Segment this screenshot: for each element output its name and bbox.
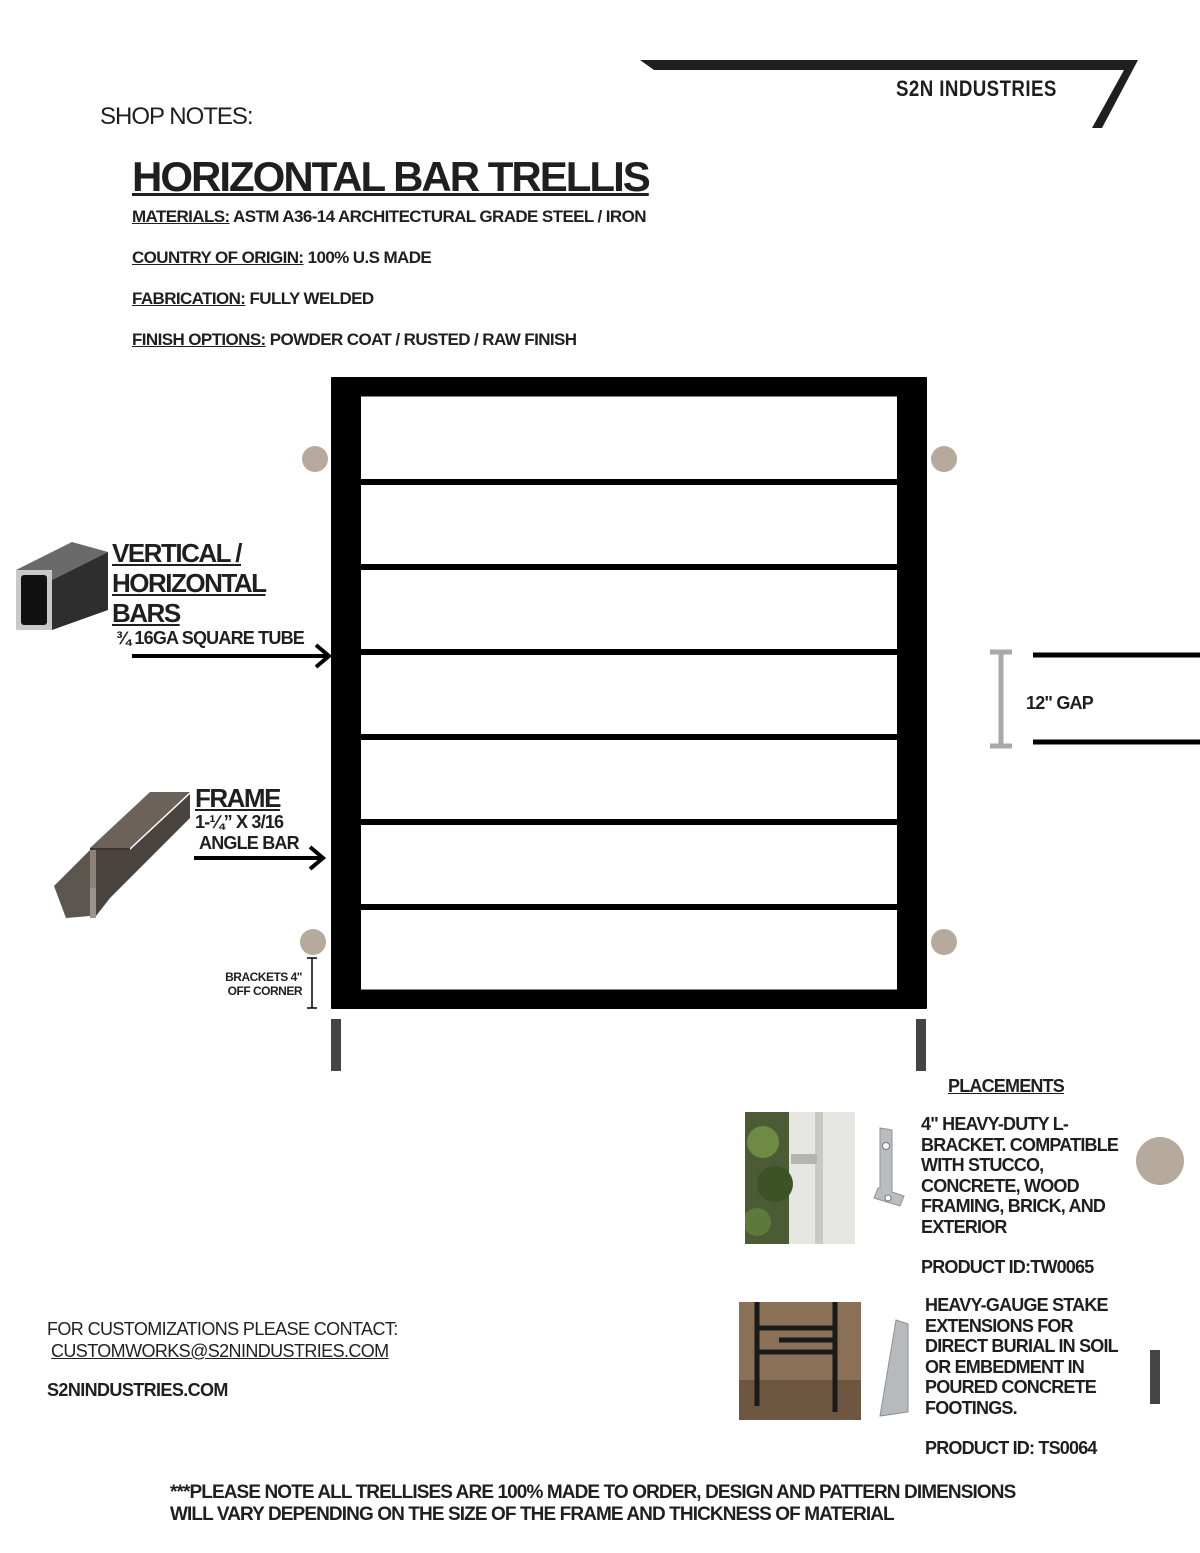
bracket-desc-line: CONCRETE, WOOD [921,1175,1079,1196]
spec-materials [132,207,646,227]
l-bracket-product-icon [866,1126,906,1210]
page-title: HORIZONTAL BAR TRELLIS [132,153,649,200]
bracket-legend-dot [1136,1137,1184,1185]
stake-desc-line: EXTENSIONS FOR [925,1315,1073,1336]
stake-desc-line: DIRECT BURIAL IN SOIL [925,1336,1118,1356]
brackets-note-line: OFF CORNER [227,984,302,998]
frame-spec-size: 1-¼” X 3/16 [195,812,284,832]
brackets-offset-marker [304,956,320,1010]
made-to-order-note [170,1482,1015,1526]
stake-product-icon [876,1318,912,1418]
bracket-desc-line: BRACKET. COMPATIBLE [921,1134,1119,1155]
frame-arrow-icon [194,845,330,873]
stake-desc-line: OR EMBEDMENT IN [925,1356,1085,1377]
bracket-desc-line: WITH STUCCO, [921,1155,1044,1175]
spec-key: FABRICATION: [132,289,246,308]
bars-title-line: HORIZONTAL [112,568,266,598]
stake-desc-line: FOOTINGS. [925,1397,1017,1418]
brand-name: S2N INDUSTRIES [896,76,1057,101]
contact-block [47,1318,398,1362]
bracket-desc-line: 4" HEAVY-DUTY L- [921,1114,1069,1134]
spec-value: ASTM A36-14 ARCHITECTURAL GRADE STEEL / IRON [229,207,646,226]
stake-left [331,1019,341,1071]
shop-notes-label: SHOP NOTES: [100,103,253,130]
spec-key: FINISH OPTIONS: [132,330,266,349]
bars-arrow-icon [132,642,334,670]
gap-label: 12" GAP [1026,693,1093,713]
bars-callout-title [112,538,266,628]
spec-key: COUNTRY OF ORIGIN: [132,248,304,267]
spec-key: MATERIALS: [132,207,230,226]
bars-spec: ¾ 16GA SQUARE TUBE [116,628,304,648]
brand-banner-line [640,60,1140,130]
brackets-note [206,970,302,998]
bracket-dot-top-right [931,446,957,472]
spec-fabrication [132,289,374,309]
frame-spec-type: ANGLE BAR [199,833,299,853]
frame-callout-title: FRAME [195,783,280,813]
stake-install-photo [739,1302,861,1420]
spec-origin [132,248,431,268]
note-line: WILL VARY DEPENDING ON THE SIZE OF THE FRAME AND THICKNESS OF MATERIAL [170,1504,894,1525]
stake-desc-line: HEAVY-GAUGE STAKE [925,1295,1108,1315]
bracket-dot-bottom-left [300,929,326,955]
trellis-frame-diagram [331,377,927,1009]
bracket-desc-line: EXTERIOR [921,1216,1007,1237]
bracket-dot-bottom-right [931,929,957,955]
square-tube-image [14,540,110,632]
bracket-description [921,1114,1118,1237]
bracket-desc-line: FRAMING, BRICK, AND [921,1196,1106,1216]
spec-value: 100% U.S MADE [303,248,432,267]
placements-heading: PLACEMENTS [948,1076,1065,1096]
bars-title-line: BARS [112,598,180,628]
contact-prompt: FOR CUSTOMIZATIONS PLEASE CONTACT: [47,1319,398,1339]
stake-product-id: PRODUCT ID: TS0064 [925,1438,1097,1458]
stake-right [916,1019,926,1071]
note-line: ***PLEASE NOTE ALL TRELLISES ARE 100% MADE TO ORDER, DESIGN AND PATTERN DIMENSIONS [170,1482,1016,1503]
stake-description [925,1295,1118,1418]
stake-legend-bar [1150,1350,1160,1404]
spec-value: FULLY WELDED [245,289,374,308]
brackets-note-line: BRACKETS 4" [225,970,302,984]
angle-bar-image [50,788,192,920]
bracket-dot-top-left [302,446,328,472]
bracket-product-id: PRODUCT ID:TW0065 [921,1257,1094,1277]
website-link[interactable]: S2NINDUSTRIES.COM [47,1380,228,1400]
contact-email-link[interactable]: CUSTOMWORKS@S2NINDUSTRIES.COM [51,1341,389,1361]
spec-finish [132,330,576,350]
bars-title-line: VERTICAL / [112,538,241,568]
gap-diagram [988,648,1200,752]
spec-value: POWDER COAT / RUSTED / RAW FINISH [265,330,577,349]
bracket-install-photo [745,1112,855,1244]
stake-desc-line: POURED CONCRETE [925,1377,1097,1397]
